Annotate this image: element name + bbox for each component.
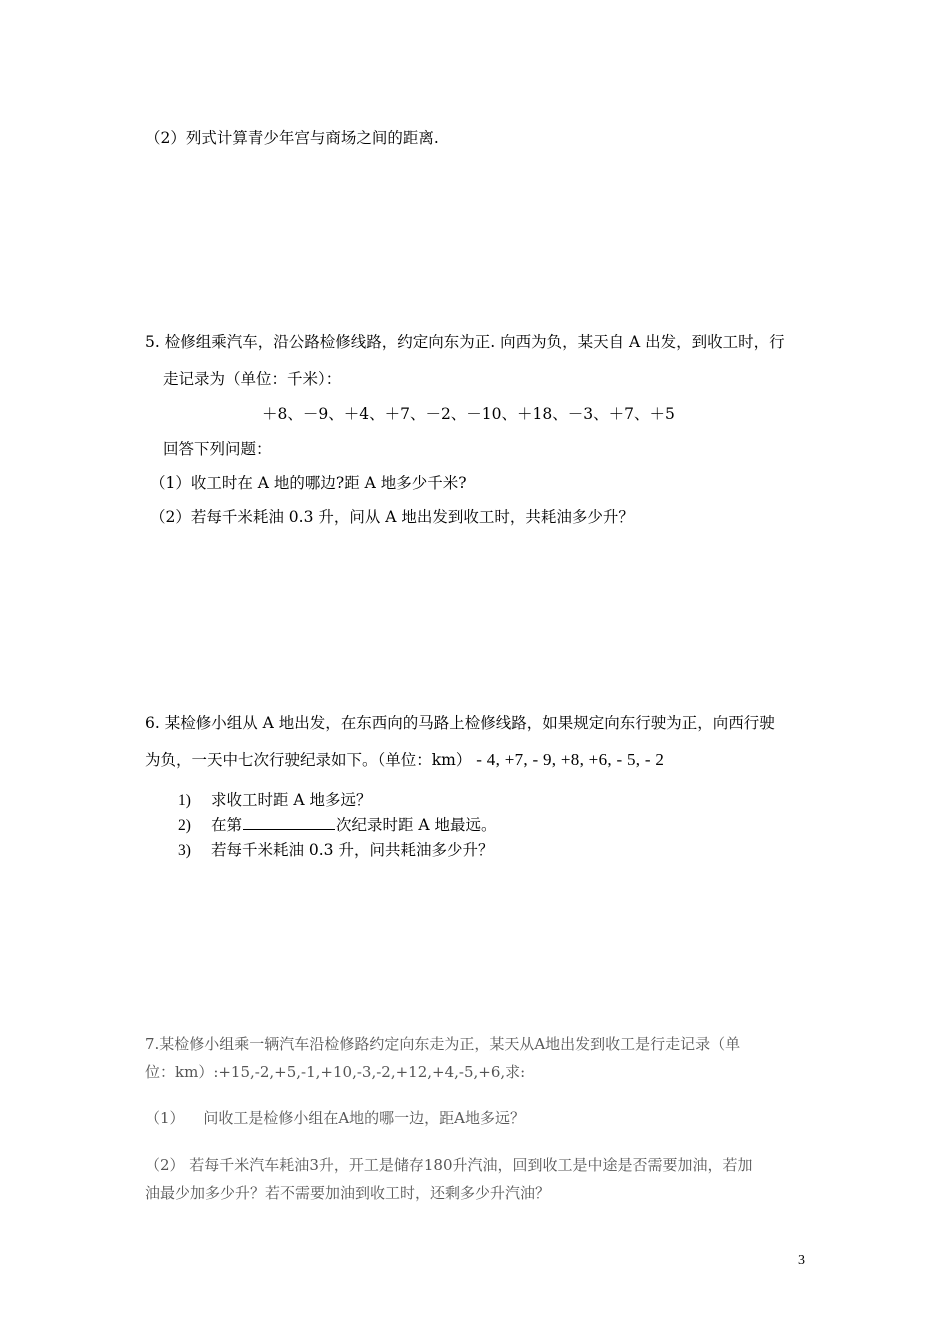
- q7-sub1-num: （1）: [145, 1109, 185, 1127]
- q6-item-3: [178, 840, 493, 861]
- q6-line1: 6. 某检修小组从 A 地出发，在东西向的马路上检修线路，如果规定向东行驶为正，向西行驶: [145, 714, 775, 732]
- q7-sub2-line1: （2） 若每千米汽车耗油3升，开工是储存180升汽油，回到收工是中途是否需要加油，若加: [145, 1156, 753, 1174]
- q6-item-3-text: 若每千米耗油 0.3 升，问共耗油多少升？: [210, 841, 494, 859]
- q6-item-1-num: 1): [178, 792, 191, 809]
- q6-item-1-text: 求收工时距 A 地多远？: [210, 791, 372, 809]
- q7-sub1-text: 问收工是检修小组在A地的哪一边，距A地多远？: [203, 1109, 525, 1127]
- q6-line2: [145, 750, 664, 770]
- q6-records: - 4, +7, - 9, +8, +6, - 5, - 2: [476, 750, 665, 769]
- q6-item-2-num: 2): [178, 817, 191, 834]
- q6-line2-text: 为负，一天中七次行驶纪录如下。（单位：km）: [145, 751, 472, 769]
- q5-line2: 走记录为（单位：千米）：: [163, 370, 342, 388]
- q6-item-2-post: 次纪录时距 A 地最远。: [335, 816, 497, 834]
- q7-sub1: [145, 1108, 525, 1128]
- answer-blank[interactable]: [243, 815, 335, 830]
- q5-line1: 5. 检修组乘汽车，沿公路检修线路，约定向东为正. 向西为负，某天自 A 出发，到收工时，行: [145, 333, 785, 351]
- q6-item-1: [178, 790, 372, 811]
- q5-sub2: （2）若每千米耗油 0.3 升，问从 A 地出发到收工时，共耗油多少升？: [150, 508, 634, 526]
- q6-item-2: [178, 815, 497, 836]
- q6-item-2-pre: 在第: [210, 816, 242, 834]
- q5-sub1: （1）收工时在 A 地的哪边?距 A 地多少千米?: [150, 474, 467, 492]
- q7-line1: 7.某检修小组乘一辆汽车沿检修路约定向东走为正，某天从A地出发到收工是行走记录（单: [145, 1035, 741, 1053]
- page-number: 3: [798, 1253, 805, 1268]
- q5-records: ＋8、－9、＋4、＋7、－2、－10、＋18、－3、＋7、＋5: [262, 405, 675, 423]
- q7-sub2-line2: 油最少加多少升？若不需要加油到收工时，还剩多少升汽油？: [145, 1184, 551, 1202]
- q4-part2: （2）列式计算青少年宫与商场之间的距离.: [145, 129, 439, 147]
- q5-prompt: 回答下列问题：: [163, 440, 272, 458]
- q7-line2: 位：km）:+15,-2,+5,-1,+10,-3,-2,+12,+4,-5,+6,求:: [145, 1063, 526, 1081]
- q6-item-3-num: 3): [178, 842, 191, 859]
